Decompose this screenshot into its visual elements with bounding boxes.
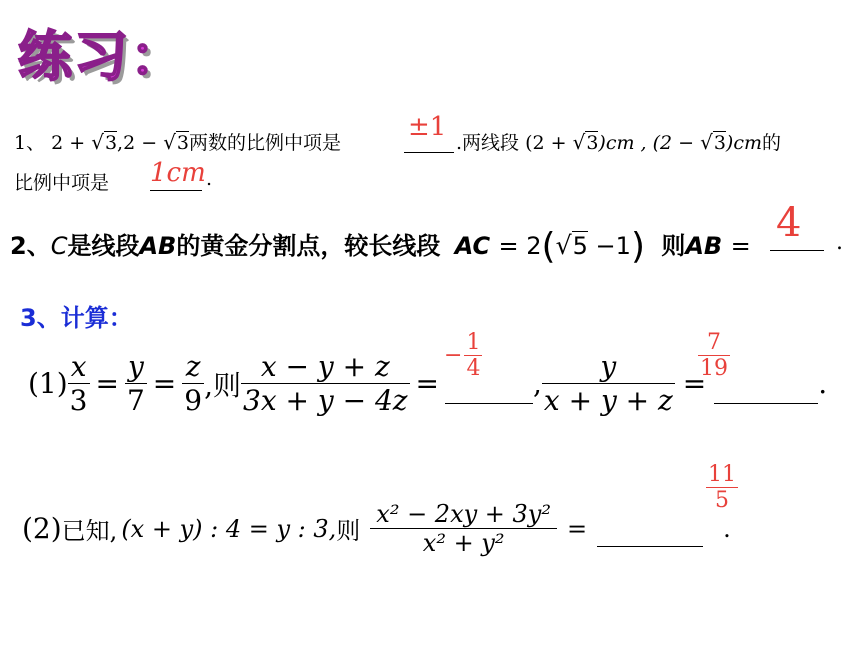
- equals: =: [415, 367, 439, 400]
- problem-2-number: 2、: [10, 232, 51, 260]
- equals: =: [152, 367, 177, 400]
- equals: =: [95, 367, 119, 400]
- blank-1b[interactable]: [150, 190, 202, 191]
- expr-part: )cm: [725, 132, 762, 154]
- problem-1-text: 的: [762, 132, 782, 154]
- answer-3-1a: [444, 330, 482, 381]
- answer-1a: ±1: [408, 112, 447, 142]
- expr-part: (2 +: [525, 132, 573, 154]
- blank-line: [445, 403, 533, 404]
- problem-1-line-2: 比例中项是: [14, 172, 110, 194]
- problem-3-label: 3、计算：: [20, 304, 133, 332]
- numerator: y: [542, 350, 675, 384]
- problem-1-text: 两数的比例中项是: [189, 132, 342, 154]
- fraction: [542, 350, 675, 417]
- problem-1-number: 1、: [14, 132, 46, 154]
- denominator: 7: [126, 384, 145, 417]
- denominator: 9: [184, 384, 203, 417]
- radicand: 3: [104, 132, 118, 154]
- denominator: 5: [715, 488, 729, 513]
- equals: =: [730, 232, 751, 260]
- numerator: 1: [466, 330, 481, 355]
- expr-part: )cm , (2 −: [598, 132, 701, 154]
- blank-2[interactable]: [770, 250, 824, 251]
- var-ab: AB: [139, 232, 177, 260]
- var-ac: AC: [454, 232, 491, 260]
- fraction: [464, 330, 482, 381]
- period: .: [836, 230, 843, 255]
- radicand: 3: [176, 132, 189, 154]
- numerator: x: [68, 350, 90, 384]
- denominator: 3: [69, 384, 88, 417]
- period: .: [206, 168, 213, 190]
- numerator: 7: [698, 330, 730, 356]
- part-label: (1): [28, 367, 68, 400]
- part-label: (2): [22, 512, 62, 545]
- expr-part: 2 +: [51, 132, 92, 154]
- denominator: 3x + y − 4z: [243, 384, 408, 417]
- problem-2: [10, 226, 751, 265]
- expr-part: ,2 −: [117, 132, 164, 154]
- problem-1-line-1b: [456, 128, 781, 155]
- problem-1-line-1: [14, 128, 341, 155]
- fraction: [68, 350, 90, 417]
- fraction: [125, 350, 147, 417]
- sqrt-sign: √: [91, 130, 104, 154]
- fraction: [241, 350, 410, 417]
- minus-sign: −: [444, 343, 463, 368]
- numerator: x² − 2xy + 3y²: [370, 500, 557, 529]
- var-c: C: [50, 232, 68, 260]
- denominator: 4: [466, 356, 481, 381]
- answer-3-2: [706, 462, 738, 513]
- blank-line: [597, 546, 703, 547]
- given-expression: (x + y) : 4 = y : 3,: [121, 514, 337, 543]
- denominator: x² + y²: [422, 529, 505, 557]
- fraction: [698, 330, 730, 381]
- answer-2: 4: [776, 200, 802, 246]
- blank-line: [714, 403, 818, 404]
- given-text: 已知,: [61, 517, 118, 545]
- numerator: y: [125, 350, 147, 384]
- radicand: 3: [586, 132, 599, 154]
- sqrt-sign: √: [700, 130, 713, 154]
- problem-2-text: 的黄金分割点，较长线段: [176, 232, 441, 260]
- radicand: 5: [572, 232, 588, 260]
- numerator: x − y + z: [241, 350, 410, 384]
- denominator: x + y + z: [543, 384, 673, 417]
- equals: = 2: [498, 232, 542, 260]
- then-text: 则: [661, 232, 686, 260]
- expr-part: −1: [587, 232, 631, 260]
- period: .: [723, 514, 731, 543]
- sqrt-sign: √: [572, 130, 586, 154]
- fraction: [370, 500, 557, 557]
- sqrt-sign: √: [555, 231, 572, 260]
- fraction: [182, 350, 204, 417]
- answer-3-1b: [698, 330, 730, 381]
- blank-3-2[interactable]: [597, 511, 703, 547]
- equals: =: [682, 367, 707, 400]
- blank-1a[interactable]: [404, 152, 454, 153]
- then-text: ,则: [204, 368, 241, 402]
- denominator: 19: [700, 356, 728, 381]
- sqrt-sign: √: [163, 130, 176, 154]
- problem-1-text: .两线段: [456, 132, 520, 154]
- then-text: 则: [336, 517, 361, 545]
- var-ab: AB: [685, 232, 723, 260]
- numerator: 11: [708, 462, 736, 487]
- answer-1b: 1cm: [150, 158, 206, 188]
- fraction: [706, 462, 738, 513]
- equals: =: [566, 514, 588, 543]
- period: .: [818, 367, 828, 400]
- numerator: z: [182, 350, 204, 384]
- paren-open: (: [541, 226, 556, 267]
- problem-3-2: [22, 500, 731, 557]
- comma: ,: [532, 367, 542, 400]
- paren-close: ): [630, 226, 645, 267]
- problem-2-text: 是线段: [67, 232, 140, 260]
- page-title: 练习：: [18, 25, 186, 88]
- radicand: 3: [713, 132, 726, 154]
